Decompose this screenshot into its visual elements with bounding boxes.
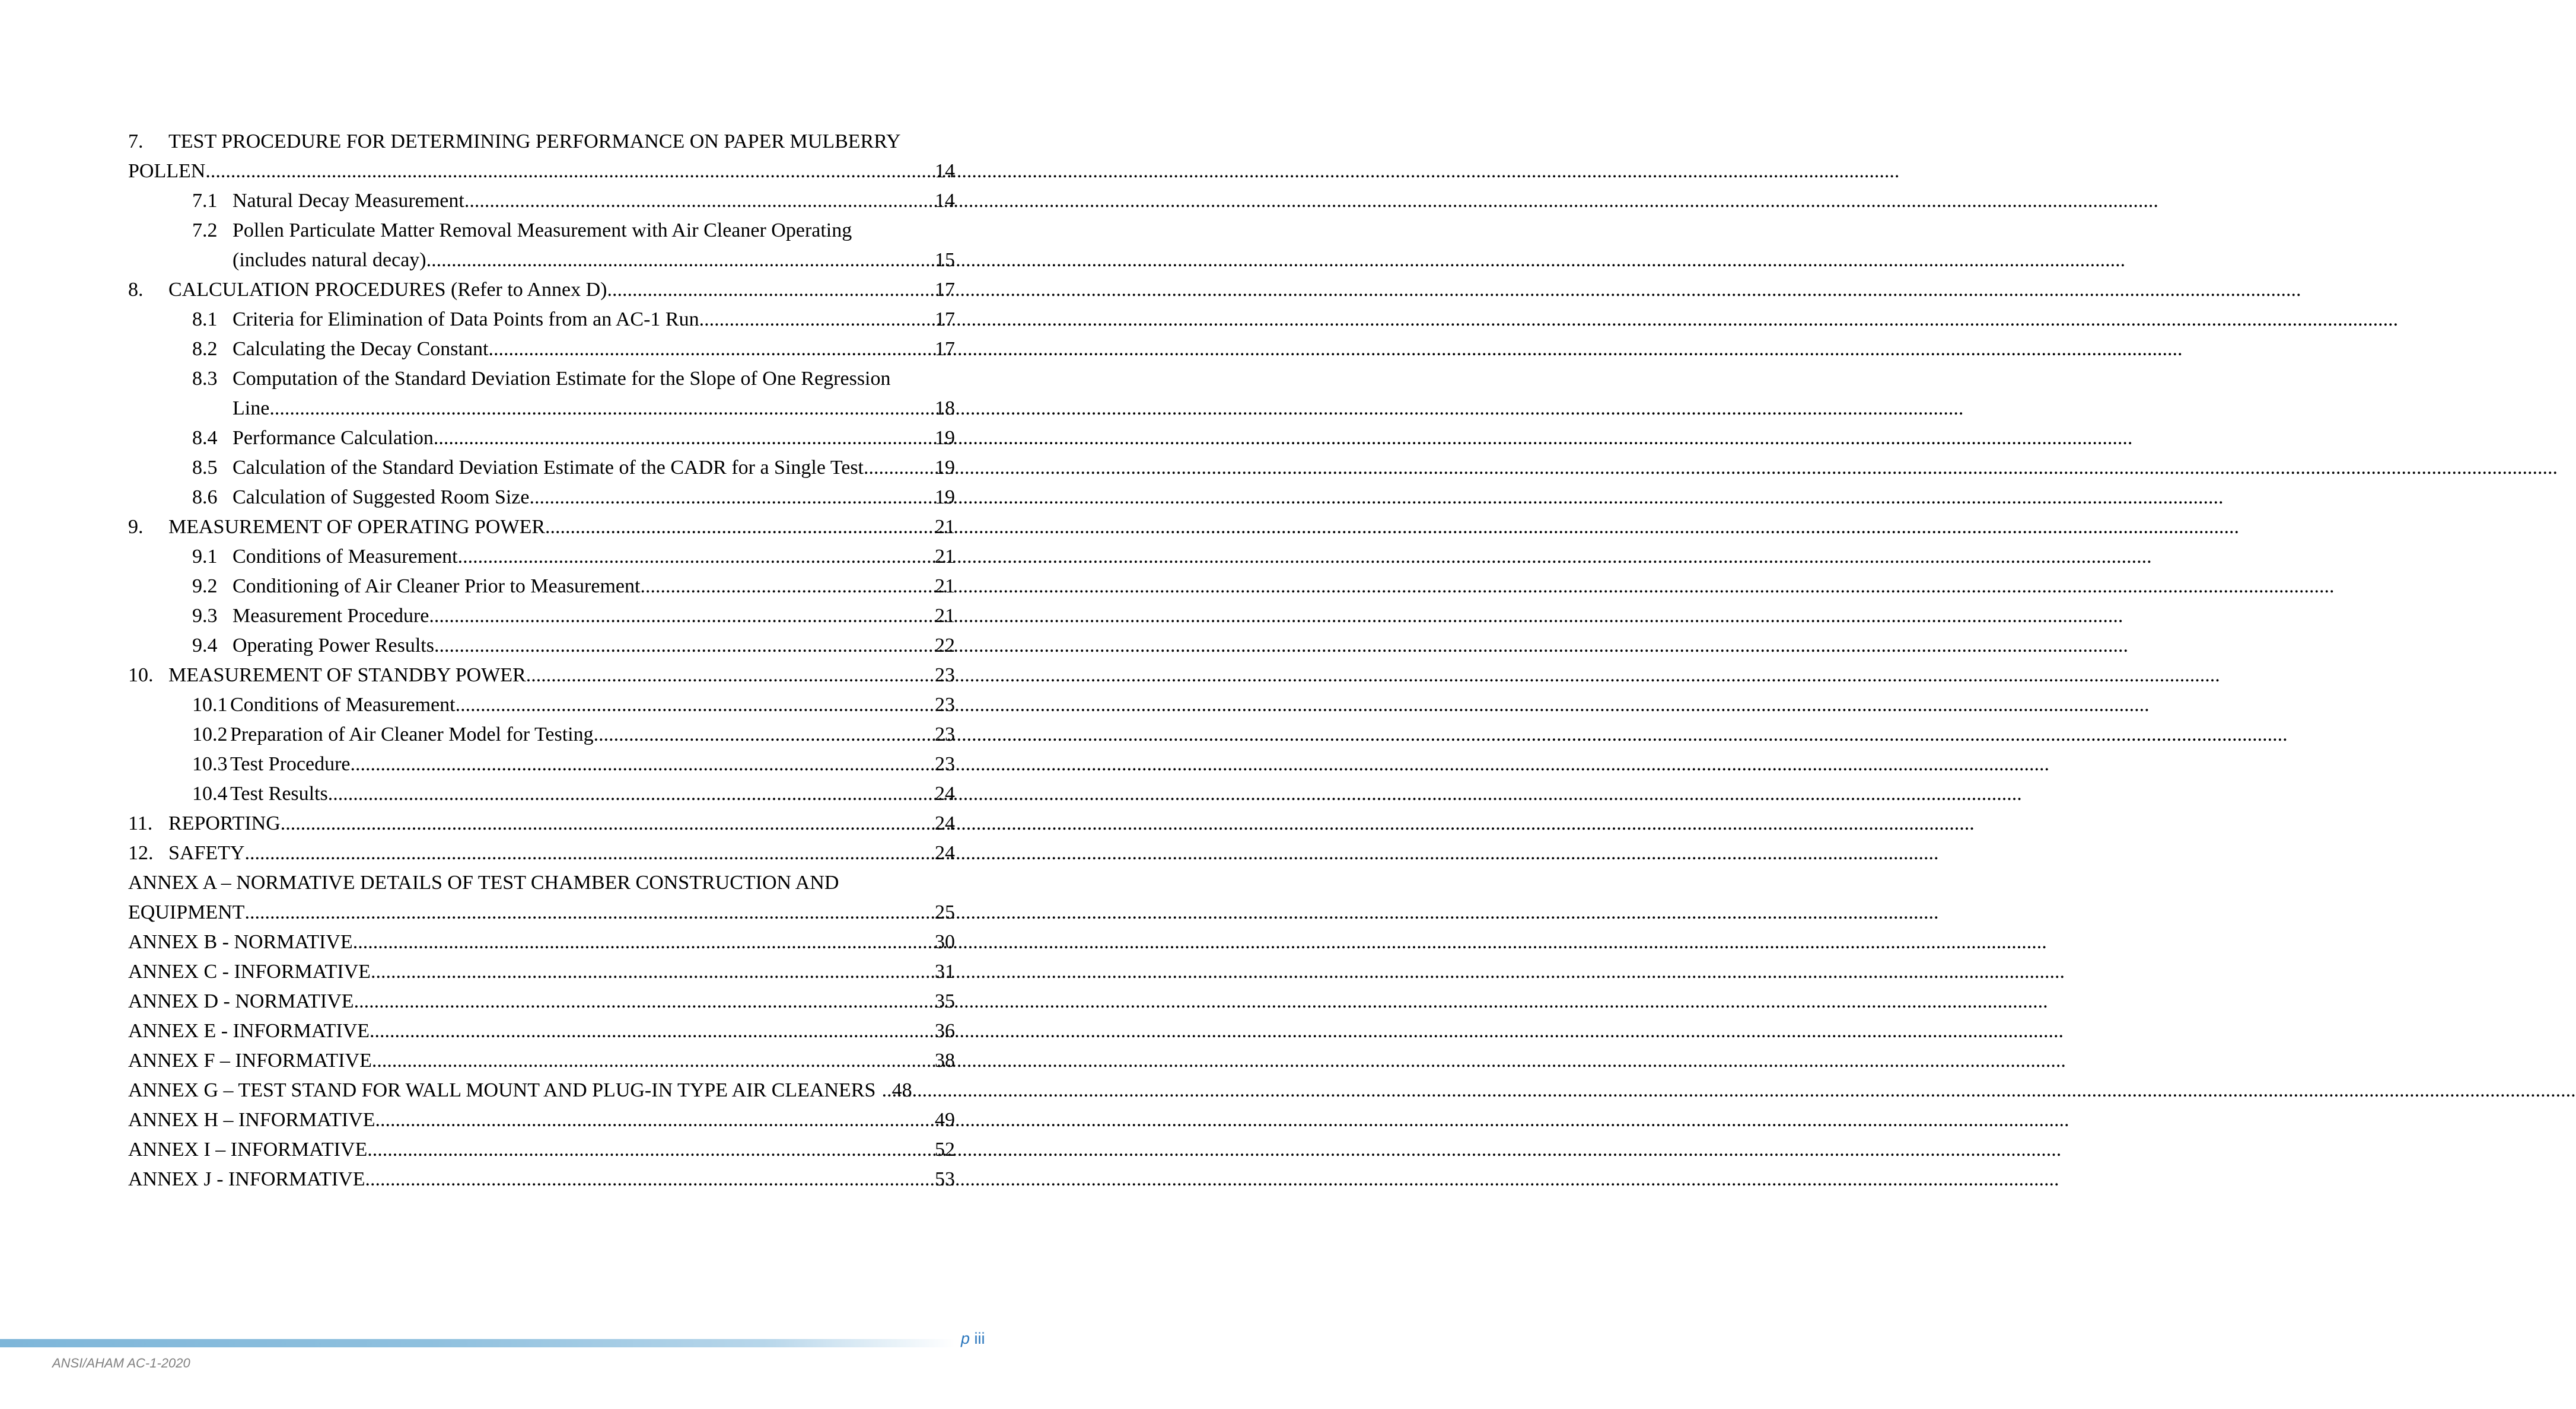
toc-page: 21 xyxy=(935,575,955,597)
toc-title: ANNEX G – TEST STAND FOR WALL MOUNT AND PLUG-IN TYPE AIR CLEANERS xyxy=(128,1079,876,1101)
dot-leader xyxy=(438,423,935,453)
dot-leader xyxy=(371,957,935,987)
dot-leader xyxy=(704,305,935,334)
toc-number: 10. xyxy=(128,664,154,686)
dot-leader xyxy=(370,1016,935,1046)
dot-leader xyxy=(526,661,935,690)
toc-entry-annex-g[interactable] xyxy=(128,1076,955,1105)
toc-title-cont: POLLEN xyxy=(128,160,206,182)
toc-number: 10.2 xyxy=(192,723,228,745)
dot-leader xyxy=(353,927,935,957)
toc-entry-8-2[interactable] xyxy=(128,334,955,364)
dot-leader xyxy=(355,750,935,779)
toc-page: 25 xyxy=(935,901,955,923)
toc-page: 19 xyxy=(935,486,955,508)
toc-title: ANNEX C - INFORMATIVE xyxy=(128,961,371,983)
toc-entry-9-3[interactable] xyxy=(128,601,955,631)
toc-page: 23 xyxy=(935,694,955,716)
toc-number: 10.4 xyxy=(192,783,228,805)
toc-entry-annex-f[interactable] xyxy=(128,1046,955,1076)
table-of-contents xyxy=(128,127,955,1194)
toc-entry-8-3[interactable] xyxy=(128,364,955,423)
dot-leader xyxy=(434,631,935,661)
toc-number: 9.3 xyxy=(192,605,218,627)
dot-leader xyxy=(365,1165,935,1194)
toc-title: Calculation of Suggested Room Size xyxy=(233,486,530,508)
page-number-value: iii xyxy=(974,1330,985,1347)
toc-title: Test Procedure. xyxy=(230,753,355,775)
toc-entry-12[interactable] xyxy=(128,839,955,868)
toc-number: 8. xyxy=(128,279,144,301)
toc-number: 9.1 xyxy=(192,546,218,568)
toc-title-cont: Line xyxy=(233,397,270,419)
toc-title: Pollen Particulate Matter Removal Measurement with Air Cleaner Operating xyxy=(233,219,852,241)
toc-page: 17 xyxy=(935,279,955,301)
toc-page: 52 xyxy=(935,1139,955,1161)
toc-number: 10.1 xyxy=(192,694,228,716)
toc-page: 23 xyxy=(935,753,955,775)
dot-leader xyxy=(594,720,935,750)
toc-number: 10.3 xyxy=(192,753,228,775)
toc-title: ANNEX F – INFORMATIVE xyxy=(128,1050,372,1072)
toc-title: ANNEX E - INFORMATIVE xyxy=(128,1020,370,1042)
toc-title: Natural Decay Measurement xyxy=(233,190,464,212)
dot-leader xyxy=(640,572,935,601)
toc-entry-9[interactable] xyxy=(128,512,955,542)
toc-page: 30 xyxy=(935,931,955,953)
toc-entry-10-4[interactable] xyxy=(128,779,955,809)
toc-number: 8.1 xyxy=(192,308,218,330)
dot-leader xyxy=(244,898,935,927)
toc-number: 8.4 xyxy=(192,427,218,449)
toc-title: Conditions of Measurement xyxy=(233,546,458,568)
toc-title: ANNEX J - INFORMATIVE xyxy=(128,1168,365,1190)
toc-page: 23 xyxy=(935,664,955,686)
toc-entry-8-1[interactable] xyxy=(128,305,955,334)
toc-page: 17 xyxy=(935,338,955,360)
toc-entry-10-1[interactable] xyxy=(128,690,955,720)
dot-leader xyxy=(372,1046,935,1076)
toc-number: 7.2 xyxy=(192,219,218,241)
toc-title: Criteria for Elimination of Data Points from an AC-1 Run. xyxy=(233,308,705,330)
toc-title: ANNEX D - NORMATIVE xyxy=(128,990,354,1012)
toc-title: Test Results xyxy=(230,783,328,805)
toc-title: REPORTING xyxy=(168,812,281,834)
dot-leader xyxy=(281,809,935,839)
toc-page: 53 xyxy=(935,1168,955,1190)
toc-title: TEST PROCEDURE FOR DETERMINING PERFORMANCE ON PAPER MULBERRY xyxy=(168,130,901,152)
dot-leader xyxy=(864,453,935,483)
toc-title: ANNEX A – NORMATIVE DETAILS OF TEST CHAMBER CONSTRUCTION AND xyxy=(128,872,839,894)
toc-entry-annex-c[interactable] xyxy=(128,957,955,987)
toc-entry-9-1[interactable] xyxy=(128,542,955,572)
toc-entry-annex-b[interactable] xyxy=(128,927,955,957)
toc-entry-10[interactable] xyxy=(128,661,955,690)
toc-page: 22 xyxy=(935,635,955,656)
toc-page: 49 xyxy=(935,1109,955,1131)
toc-page: 21 xyxy=(935,516,955,538)
toc-page: 17 xyxy=(935,308,955,330)
toc-page: 14 xyxy=(935,190,955,212)
toc-title: Conditions of Measurement xyxy=(230,694,456,716)
toc-page: 24 xyxy=(935,812,955,834)
toc-entry-8-5[interactable] xyxy=(128,453,955,483)
dot-leader xyxy=(464,186,935,216)
dot-leader xyxy=(545,512,935,542)
dot-leader xyxy=(530,483,935,512)
toc-number: 8.5 xyxy=(192,457,218,479)
toc-page: 38 xyxy=(935,1050,955,1072)
toc-entry-annex-i[interactable] xyxy=(128,1135,955,1165)
toc-title: Computation of the Standard Deviation Estimate for the Slope of One Regression xyxy=(233,368,891,390)
page-number xyxy=(961,1330,985,1348)
dot-leader xyxy=(431,246,935,275)
dot-leader xyxy=(354,987,935,1016)
toc-number: 8.2 xyxy=(192,338,218,360)
toc-title: Operating Power Results xyxy=(233,635,434,656)
toc-number: 11. xyxy=(128,812,153,834)
toc-entry-8[interactable] xyxy=(128,275,955,305)
toc-title: ANNEX B - NORMATIVE xyxy=(128,931,353,953)
toc-entry-annex-h[interactable] xyxy=(128,1105,955,1135)
dot-leader xyxy=(489,334,935,364)
toc-page: 35 xyxy=(935,990,955,1012)
toc-entry-9-4[interactable] xyxy=(128,631,955,661)
toc-title: SAFETY xyxy=(168,842,245,864)
dot-leader xyxy=(458,542,935,572)
toc-title-cont: (includes natural decay). xyxy=(233,249,432,271)
toc-title: Calculating the Decay Constant xyxy=(233,338,489,360)
toc-page: 24 xyxy=(935,783,955,805)
toc-page: 31 xyxy=(935,961,955,983)
toc-entry-9-2[interactable] xyxy=(128,572,955,601)
toc-page: 36 xyxy=(935,1020,955,1042)
toc-number: 9.4 xyxy=(192,635,218,656)
toc-title-cont: EQUIPMENT xyxy=(128,901,245,923)
toc-title: ANNEX I – INFORMATIVE xyxy=(128,1139,368,1161)
toc-title: Conditioning of Air Cleaner Prior to Measurement xyxy=(233,575,641,597)
toc-page: 19 xyxy=(935,457,955,479)
dot-leader xyxy=(456,690,935,720)
toc-title: Measurement Procedure xyxy=(233,605,429,627)
toc-page: 21 xyxy=(935,605,955,627)
footer-rule xyxy=(0,1339,955,1347)
dot-leader xyxy=(244,839,935,868)
toc-page: 48 xyxy=(891,1079,912,1101)
toc-title: Performance Calculation. xyxy=(233,427,439,449)
toc-page: 21 xyxy=(935,546,955,568)
document-id: ANSI/AHAM AC-1-2020 xyxy=(52,1356,190,1370)
toc-number: 8.3 xyxy=(192,368,218,390)
toc-page: 19 xyxy=(935,427,955,449)
toc-entry-8-6[interactable] xyxy=(128,483,955,512)
toc-title: Preparation of Air Cleaner Model for Testing xyxy=(230,723,594,745)
toc-page: 15 xyxy=(935,249,955,271)
toc-number: 7. xyxy=(128,130,144,152)
toc-title: MEASUREMENT OF OPERATING POWER xyxy=(168,516,546,538)
toc-title: CALCULATION PROCEDURES (Refer to Annex D) xyxy=(168,279,607,301)
dot-leader xyxy=(328,779,935,809)
toc-page: 23 xyxy=(935,723,955,745)
toc-number: 12. xyxy=(128,842,154,864)
dot-leader xyxy=(607,275,935,305)
toc-entry-8-4[interactable] xyxy=(128,423,955,453)
dot-leader xyxy=(269,394,935,423)
dot-leader xyxy=(375,1105,935,1135)
toc-number: 8.6 xyxy=(192,486,218,508)
toc-entry-annex-d[interactable] xyxy=(128,987,955,1016)
toc-entry-annex-j[interactable] xyxy=(128,1165,955,1194)
toc-entry-annex-e[interactable] xyxy=(128,1016,955,1046)
dot-leader xyxy=(875,1076,891,1105)
toc-entry-7[interactable] xyxy=(128,127,955,186)
toc-entry-annex-a[interactable] xyxy=(128,868,955,927)
toc-page: 14 xyxy=(935,160,955,182)
toc-entry-10-3[interactable] xyxy=(128,750,955,779)
toc-number: 9. xyxy=(128,516,144,538)
toc-page: 18 xyxy=(935,397,955,419)
toc-number: 9.2 xyxy=(192,575,218,597)
dot-leader xyxy=(205,157,935,186)
toc-entry-7-1[interactable] xyxy=(128,186,955,216)
toc-entry-10-2[interactable] xyxy=(128,720,955,750)
toc-title: MEASUREMENT OF STANDBY POWER xyxy=(168,664,526,686)
page-number-prefix: p xyxy=(961,1330,970,1347)
toc-title: ANNEX H – INFORMATIVE xyxy=(128,1109,375,1131)
toc-entry-11[interactable] xyxy=(128,809,955,839)
toc-page: 24 xyxy=(935,842,955,864)
dot-leader xyxy=(429,601,935,631)
toc-number: 7.1 xyxy=(192,190,218,212)
toc-title: Calculation of the Standard Deviation Estimate of the CADR for a Single Test xyxy=(233,457,864,479)
toc-entry-7-2[interactable] xyxy=(128,216,955,275)
dot-leader xyxy=(367,1135,935,1165)
